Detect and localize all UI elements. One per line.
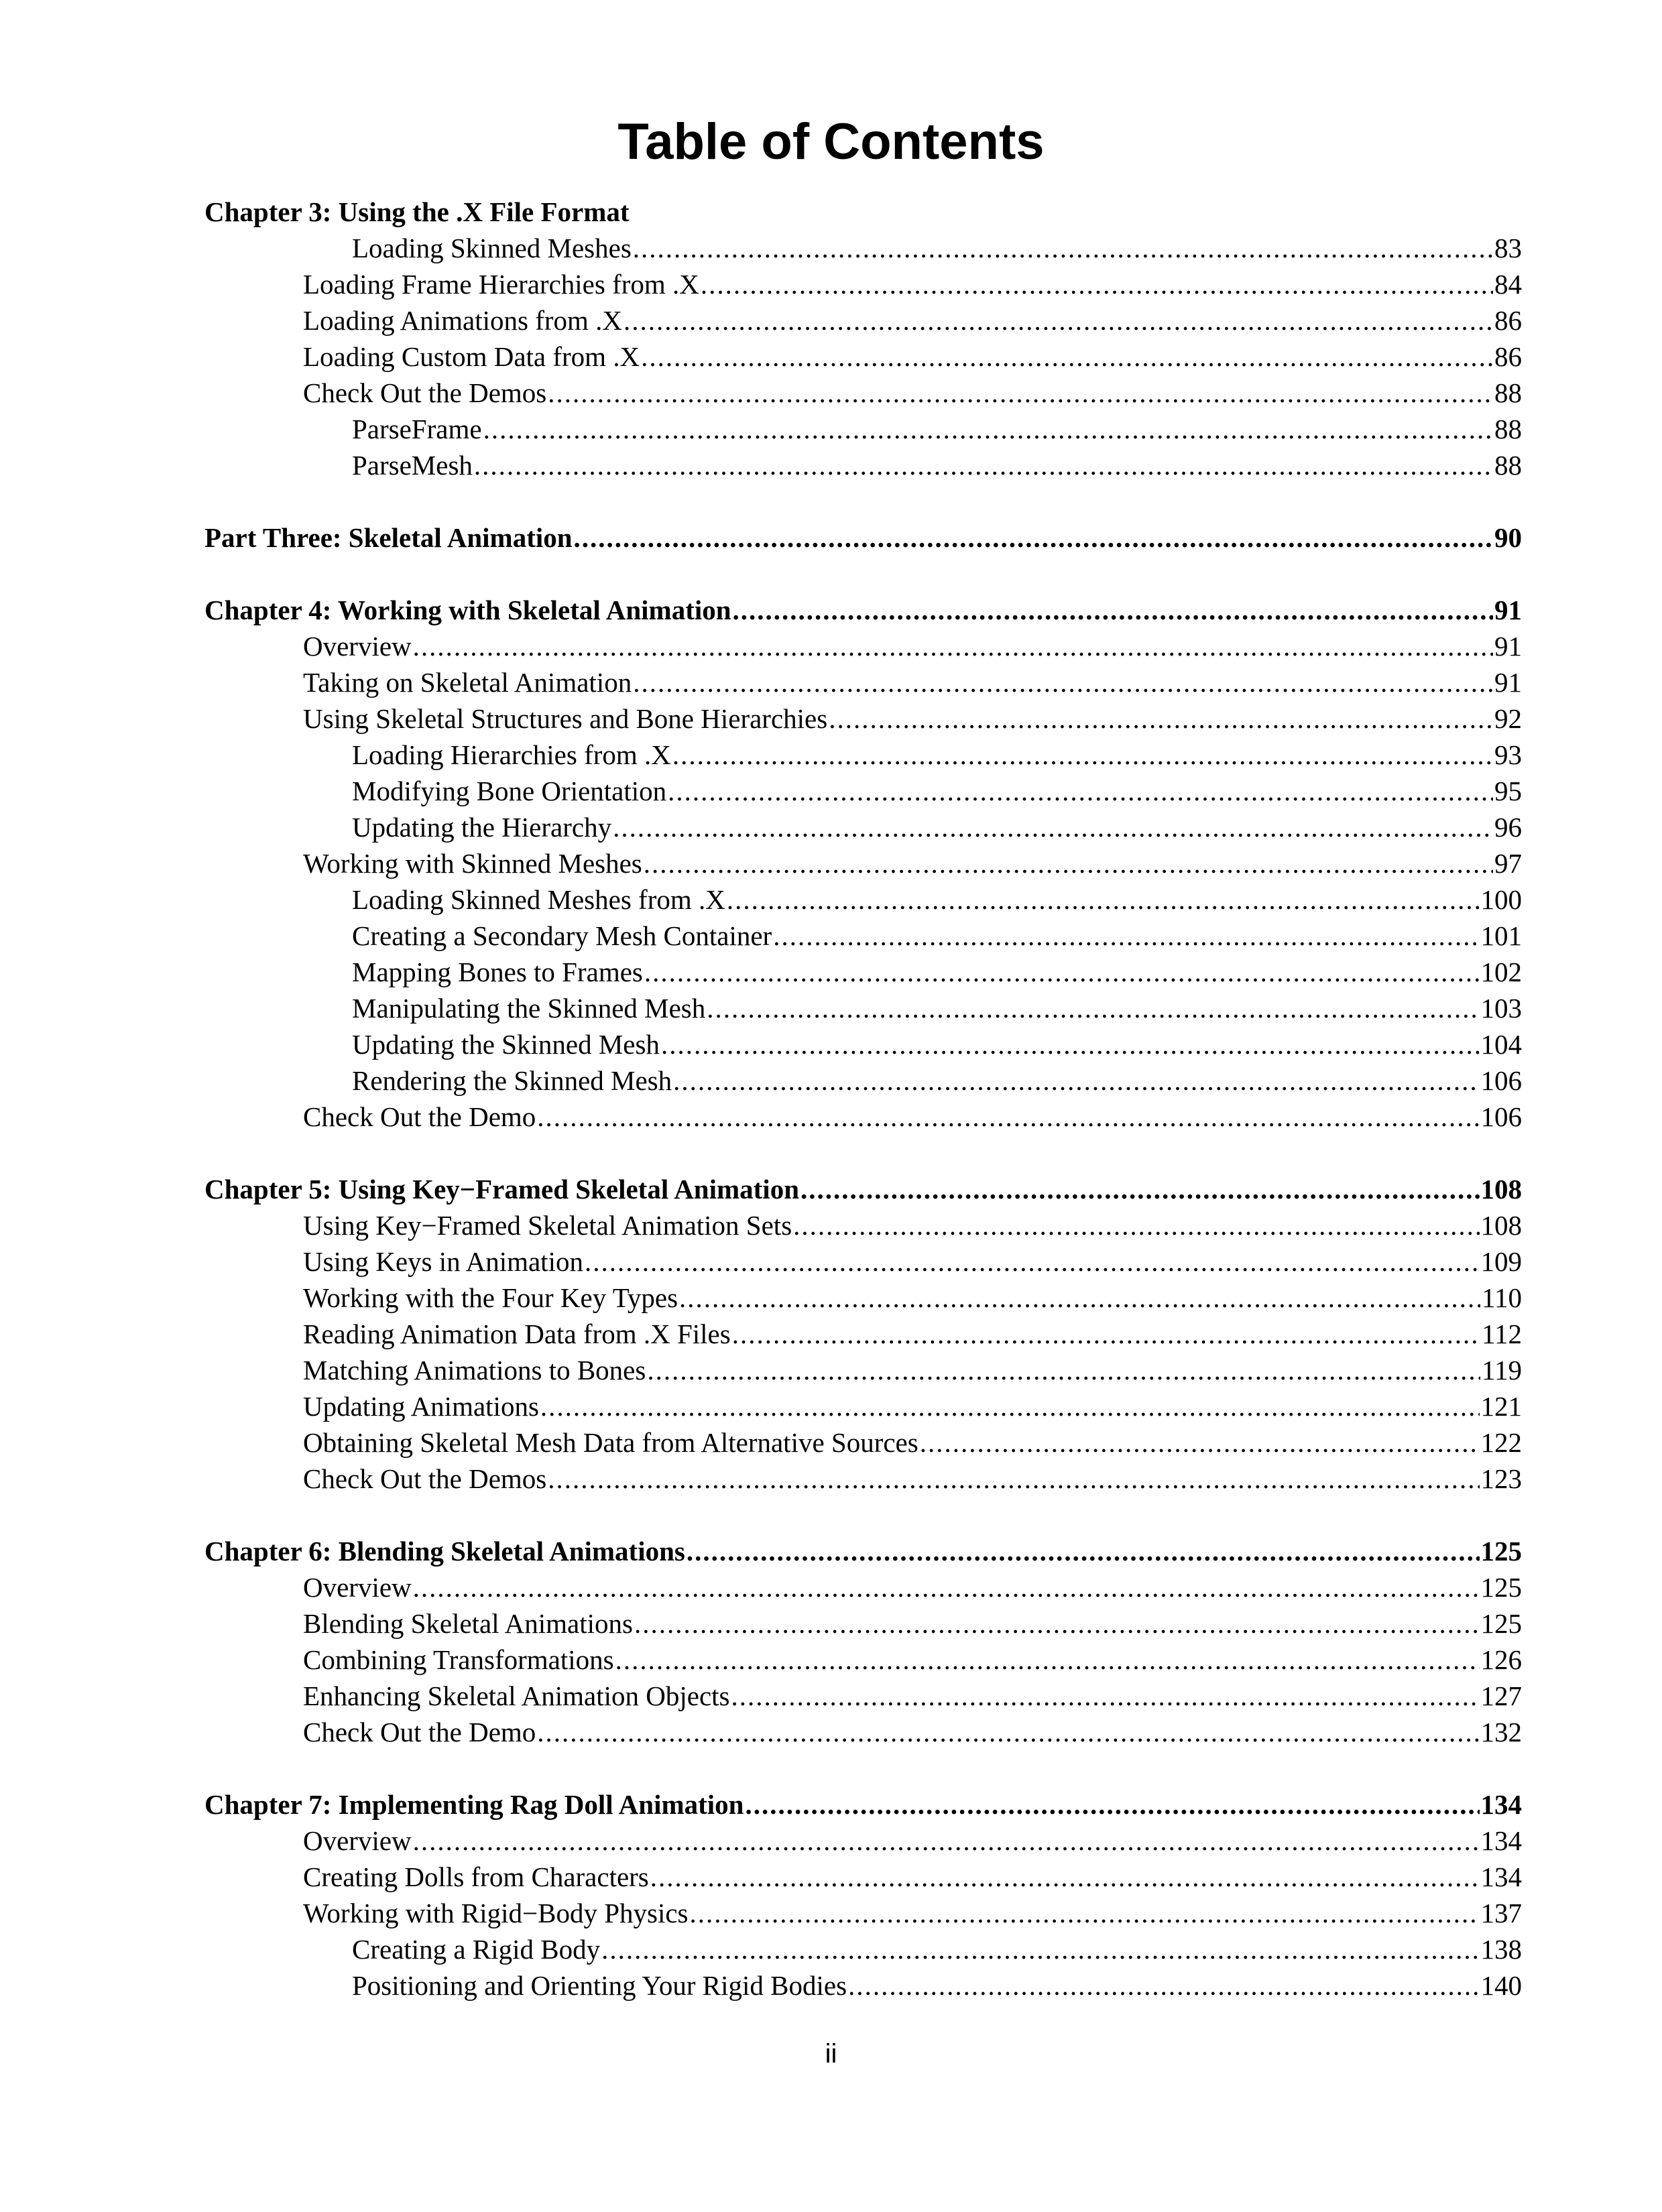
toc-entry-title: Positioning and Orienting Your Rigid Bodies (352, 1970, 847, 2001)
toc-entry[interactable] (204, 230, 1522, 266)
toc-entry[interactable] (204, 1642, 1522, 1678)
toc-entry-page: 100 (1480, 884, 1522, 915)
toc-entry-title: Obtaining Skeletal Mesh Data from Alternative Sources (303, 1427, 918, 1458)
toc-entry-title: Using Keys in Animation (303, 1246, 583, 1277)
toc-entry-title: Working with the Four Key Types (303, 1282, 678, 1313)
dot-leader (650, 1859, 1480, 1895)
toc-entry-title: Using Skeletal Structures and Bone Hierarchies (303, 703, 828, 734)
toc-entry-title: Loading Skinned Meshes from .X (352, 884, 725, 915)
toc-entry-page: 96 (1494, 812, 1522, 843)
toc-entry-title: Overview (303, 1825, 412, 1856)
toc-entry-page: 134 (1480, 1789, 1522, 1820)
toc-entry-page: 106 (1480, 1065, 1522, 1096)
dot-leader (413, 628, 1493, 664)
toc-entry-page: 93 (1494, 739, 1522, 770)
dot-leader (733, 592, 1493, 628)
dot-leader (731, 1678, 1480, 1714)
toc-spacer (204, 483, 1522, 519)
toc-heading-entry[interactable] (204, 1533, 1522, 1569)
toc-entry-page: 125 (1480, 1572, 1522, 1603)
toc-entry[interactable] (204, 1678, 1522, 1714)
toc-entry-page: 86 (1494, 305, 1522, 336)
dot-leader (848, 1967, 1479, 2004)
toc-entry-title: Rendering the Skinned Mesh (352, 1065, 672, 1096)
toc-entry-title: Part Three: Skeletal Animation (204, 522, 573, 553)
toc-entry-title: Modifying Bone Orientation (352, 776, 667, 806)
toc-entry-page: 108 (1480, 1174, 1522, 1205)
toc-list (204, 194, 1522, 2004)
toc-entry[interactable] (204, 954, 1522, 990)
toc-entry[interactable] (204, 375, 1522, 411)
dot-leader (474, 447, 1493, 483)
dot-leader (633, 230, 1493, 266)
toc-entry-page: 91 (1494, 667, 1522, 698)
toc-entry-page: 125 (1480, 1608, 1522, 1639)
toc-entry[interactable] (204, 1062, 1522, 1099)
toc-entry-title: Check Out the Demo (303, 1717, 536, 1747)
toc-entry-page: 92 (1494, 703, 1522, 734)
dot-leader (574, 519, 1493, 556)
toc-entry-page: 122 (1480, 1427, 1522, 1458)
toc-heading-entry[interactable] (204, 194, 1522, 230)
toc-entry-page: 108 (1480, 1210, 1522, 1241)
toc-entry-page: 132 (1480, 1717, 1522, 1747)
toc-entry-page: 95 (1494, 776, 1522, 806)
dot-leader (540, 1388, 1480, 1424)
toc-entry-title: Combining Transformations (303, 1644, 614, 1675)
toc-entry-title: Check Out the Demos (303, 377, 547, 408)
toc-entry[interactable] (204, 773, 1522, 809)
toc-entry-page: 134 (1480, 1825, 1522, 1856)
toc-entry[interactable] (204, 447, 1522, 483)
toc-entry-title: Enhancing Skeletal Animation Objects (303, 1680, 730, 1711)
toc-entry-title: Creating a Secondary Mesh Container (352, 920, 772, 951)
toc-entry[interactable] (204, 1099, 1522, 1135)
toc-entry[interactable] (204, 1352, 1522, 1388)
toc-entry-title: Overview (303, 1572, 412, 1603)
toc-entry[interactable] (204, 700, 1522, 737)
dot-leader (413, 1569, 1480, 1605)
toc-entry-title: Blending Skeletal Animations (303, 1608, 633, 1639)
dot-leader (644, 845, 1493, 881)
dot-leader (633, 664, 1493, 700)
dot-leader (800, 1171, 1479, 1207)
toc-entry-title: Check Out the Demos (303, 1463, 547, 1494)
toc-entry-title: Check Out the Demo (303, 1101, 536, 1132)
toc-entry[interactable] (204, 1388, 1522, 1424)
toc-entry[interactable] (204, 1424, 1522, 1461)
dot-leader (673, 1062, 1479, 1099)
toc-entry-title: Loading Frame Hierarchies from .X (303, 269, 699, 300)
toc-entry-title: ParseMesh (352, 450, 473, 481)
dot-leader (732, 1316, 1480, 1352)
page-title: Table of Contents (617, 113, 1045, 170)
dot-leader (690, 1895, 1480, 1931)
toc-entry-title: Loading Hierarchies from .X (352, 739, 671, 770)
toc-entry-page: 102 (1480, 957, 1522, 987)
toc-entry[interactable] (204, 266, 1522, 302)
toc-entry[interactable] (204, 339, 1522, 375)
toc-entry-title: Loading Skinned Meshes (352, 233, 632, 263)
toc-entry-page: 91 (1494, 631, 1522, 662)
toc-entry[interactable] (204, 1859, 1522, 1895)
toc-entry[interactable] (204, 1316, 1522, 1352)
toc-entry-page: 127 (1480, 1680, 1522, 1711)
toc-entry-title: Mapping Bones to Frames (352, 957, 643, 987)
dot-leader (537, 1099, 1479, 1135)
toc-entry[interactable] (204, 809, 1522, 845)
dot-leader (773, 918, 1479, 954)
toc-entry[interactable] (204, 1569, 1522, 1605)
toc-spacer (204, 1750, 1522, 1786)
toc-entry-title: Chapter 5: Using Key−Framed Skeletal Animation (204, 1174, 800, 1205)
toc-entry-page: 88 (1494, 414, 1522, 444)
toc-entry-title: Updating the Skinned Mesh (352, 1029, 660, 1060)
dot-leader (548, 375, 1493, 411)
dot-leader (613, 809, 1493, 845)
toc-entry-page: 86 (1494, 341, 1522, 372)
toc-entry[interactable] (204, 1967, 1522, 2004)
dot-leader (701, 266, 1493, 302)
toc-entry-title: Updating Animations (303, 1391, 539, 1422)
toc-entry-page: 84 (1494, 269, 1522, 300)
toc-heading-entry[interactable] (204, 592, 1522, 628)
toc-entry-title: Using Key−Framed Skeletal Animation Sets (303, 1210, 792, 1241)
toc-entry-page: 110 (1482, 1282, 1522, 1313)
toc-entry[interactable] (204, 881, 1522, 918)
dot-leader (644, 954, 1480, 990)
toc-entry-page: 119 (1482, 1355, 1522, 1386)
toc-entry-title: Chapter 7: Implementing Rag Doll Animation (204, 1789, 744, 1820)
toc-entry-page: 112 (1482, 1318, 1522, 1349)
dot-leader (668, 773, 1493, 809)
toc-heading-entry[interactable] (204, 1171, 1522, 1207)
toc-heading-entry[interactable] (204, 519, 1522, 556)
toc-entry-title: Updating the Hierarchy (352, 812, 612, 843)
toc-entry-page: 103 (1480, 993, 1522, 1024)
toc-entry-title: Overview (303, 631, 412, 662)
toc-entry-page: 83 (1494, 233, 1522, 263)
toc-entry-title: Working with Skinned Meshes (303, 848, 642, 879)
toc-entry[interactable] (204, 1461, 1522, 1497)
page-number: ii (825, 2039, 837, 2069)
toc-entry-title: Chapter 4: Working with Skeletal Animation (204, 595, 731, 625)
toc-entry-title: Working with Rigid−Body Physics (303, 1898, 689, 1928)
toc-entry-title: Matching Animations to Bones (303, 1355, 646, 1386)
dot-leader (661, 1026, 1480, 1062)
dot-leader (624, 302, 1493, 339)
dot-leader (707, 990, 1479, 1026)
dot-leader (679, 1280, 1480, 1316)
toc-entry-page: 97 (1494, 848, 1522, 879)
toc-entry[interactable] (204, 990, 1522, 1026)
toc-entry[interactable] (204, 845, 1522, 881)
toc-entry[interactable] (204, 1605, 1522, 1642)
toc-entry-title: Creating a Rigid Body (352, 1934, 601, 1965)
toc-entry-page: 126 (1480, 1644, 1522, 1675)
toc-entry[interactable] (204, 1026, 1522, 1062)
toc-entry-page: 91 (1494, 595, 1522, 625)
toc-entry[interactable] (204, 1280, 1522, 1316)
toc-entry-page: 90 (1494, 522, 1522, 553)
toc-entry-page: 125 (1480, 1536, 1522, 1566)
toc-entry[interactable] (204, 918, 1522, 954)
dot-leader (687, 1533, 1480, 1569)
toc-entry[interactable] (204, 1207, 1522, 1243)
dot-leader (727, 881, 1480, 918)
toc-spacer (204, 556, 1522, 592)
toc-entry-title: Loading Animations from .X (303, 305, 623, 336)
toc-entry[interactable] (204, 1823, 1522, 1859)
dot-leader (672, 737, 1493, 773)
toc-entry-title: Chapter 6: Blending Skeletal Animations (204, 1536, 685, 1566)
dot-leader (745, 1786, 1479, 1823)
toc-entry-page: 88 (1494, 450, 1522, 481)
toc-entry[interactable] (204, 1895, 1522, 1931)
toc-entry-title: Chapter 3: Using the .X File Format (204, 196, 630, 227)
dot-leader (585, 1243, 1480, 1280)
toc-entry[interactable] (204, 737, 1522, 773)
toc-entry-title: Taking on Skeletal Animation (303, 667, 632, 698)
toc-entry[interactable] (204, 302, 1522, 339)
toc-entry[interactable] (204, 1714, 1522, 1750)
toc-entry-page: 140 (1480, 1970, 1522, 2001)
dot-leader (483, 411, 1493, 447)
toc-entry-page: 109 (1480, 1246, 1522, 1277)
dot-leader (920, 1424, 1480, 1461)
dot-leader (615, 1642, 1480, 1678)
toc-entry-page: 104 (1480, 1029, 1522, 1060)
toc-heading-entry[interactable] (204, 1786, 1522, 1823)
toc-entry-title: Loading Custom Data from .X (303, 341, 640, 372)
toc-entry-page: 121 (1480, 1391, 1522, 1422)
toc-spacer (204, 1135, 1522, 1171)
dot-leader (537, 1714, 1479, 1750)
toc-entry-title: Manipulating the Skinned Mesh (352, 993, 706, 1024)
toc-entry[interactable] (204, 1243, 1522, 1280)
dot-leader (829, 700, 1493, 737)
dot-leader (647, 1352, 1480, 1388)
toc-entry-page: 134 (1480, 1861, 1522, 1892)
toc-entry-page: 101 (1480, 920, 1522, 951)
toc-entry-page: 123 (1480, 1463, 1522, 1494)
dot-leader (548, 1461, 1479, 1497)
toc-entry[interactable] (204, 664, 1522, 700)
dot-leader (793, 1207, 1479, 1243)
dot-leader (601, 1931, 1479, 1967)
toc-entry-title: Creating Dolls from Characters (303, 1861, 649, 1892)
toc-entry[interactable] (204, 628, 1522, 664)
toc-entry[interactable] (204, 411, 1522, 447)
toc-spacer (204, 1497, 1522, 1533)
toc-entry-title: Reading Animation Data from .X Files (303, 1318, 731, 1349)
toc-entry-page: 88 (1494, 377, 1522, 408)
toc-entry-title: ParseFrame (352, 414, 482, 444)
dot-leader (634, 1605, 1480, 1642)
toc-entry-page: 137 (1480, 1898, 1522, 1928)
dot-leader (641, 339, 1493, 375)
dot-leader (413, 1823, 1480, 1859)
toc-entry-page: 138 (1480, 1934, 1522, 1965)
toc-entry-page: 106 (1480, 1101, 1522, 1132)
toc-entry[interactable] (204, 1931, 1522, 1967)
